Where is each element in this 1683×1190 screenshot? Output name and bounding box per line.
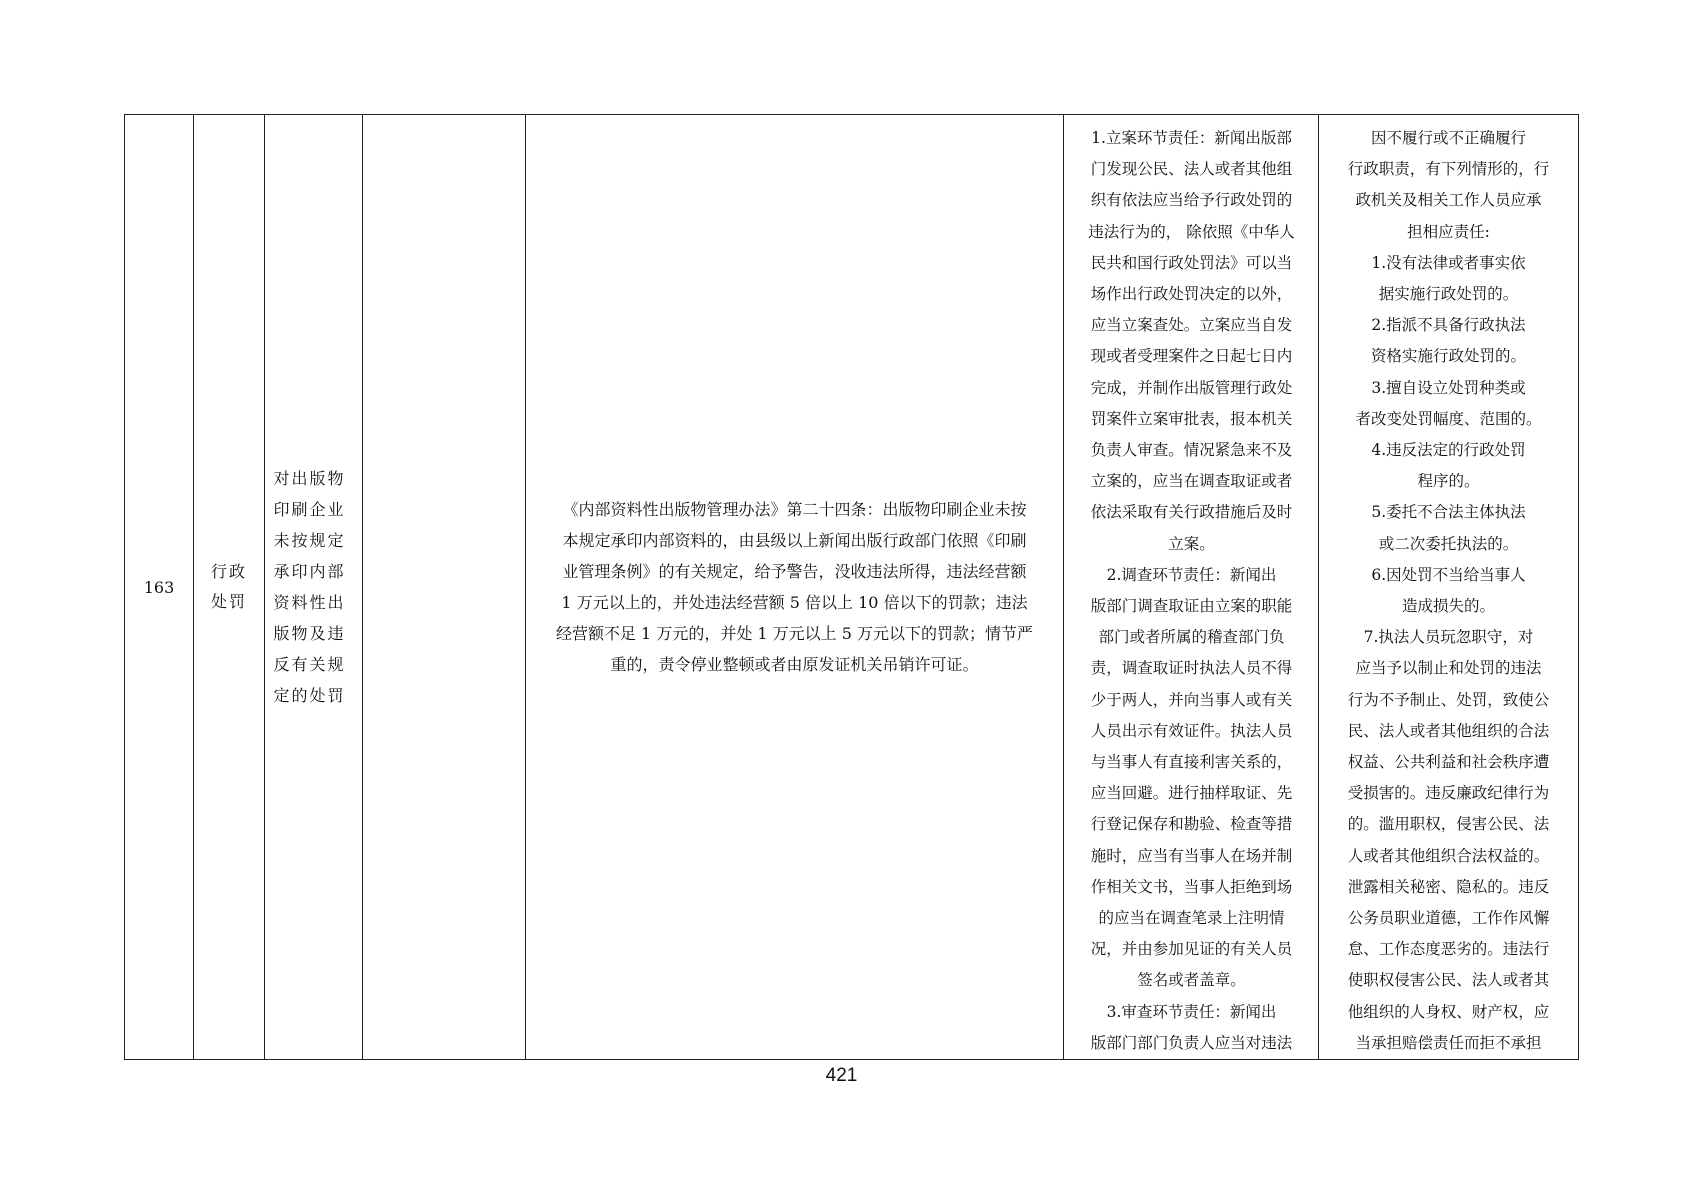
accountability-line: 担相应责任: <box>1407 222 1490 241</box>
page-number: 421 <box>825 1065 858 1086</box>
responsibility-line: 负责人审查。情况紧急来不及 <box>1090 441 1293 460</box>
accountability-line: 造成损失的。 <box>1401 597 1495 616</box>
accountability-text <box>1319 115 1578 1059</box>
category-text: 行政处罚 <box>210 562 247 612</box>
responsibility-line: 违法行为的， 除依照《中华人 <box>1088 222 1295 241</box>
accountability-line: 资格实施行政处罚的。 <box>1370 347 1526 366</box>
responsibility-line: 应当立案查处。立案应当自发 <box>1090 316 1293 335</box>
responsibility-line: 版部门部门负责人应当对违法 <box>1090 1033 1293 1052</box>
legal-basis-line: 经营额不足 1 万元的，并处 1 万元以上 5 万元以下的罚款；情节严 <box>555 624 1034 644</box>
accountability-line: 当承担赔偿责任而拒不承担 <box>1355 1033 1542 1052</box>
legal-basis-line: 本规定承印内部资料的，由县级以上新闻出版行政部门依照《印刷 <box>562 531 1027 551</box>
responsibility-line: 签名或者盖章。 <box>1137 971 1246 990</box>
accountability-line: 政机关及相关工作人员应承 <box>1355 191 1542 210</box>
responsibility-line: 依法采取有关行政措施后及时 <box>1090 503 1293 522</box>
accountability-line: 人或者其他组织合法权益的。 <box>1347 846 1550 865</box>
accountability-line: 据实施行政处罚的。 <box>1378 285 1519 304</box>
legal-basis-line: 业管理条例》的有关规定，给予警告，没收违法所得，违法经营额 <box>562 562 1027 582</box>
responsibility-line: 1.立案环节责任：新闻出版部 <box>1091 129 1292 147</box>
accountability-line: 他组织的人身权、财产权，应 <box>1347 1002 1550 1021</box>
accountability-line: 者改变处罚幅度、范围的。 <box>1355 409 1542 428</box>
item-name-cell <box>265 115 363 1060</box>
legal-basis-text <box>526 494 1063 680</box>
responsibility-line: 织有依法应当给予行政处罚的 <box>1090 191 1293 210</box>
item-name-text: 对出版物印刷企业未按规定承印内部资料性出版物及违反有关规定的处罚 <box>273 469 346 706</box>
responsibility-line: 部门或者所属的稽查部门负 <box>1098 628 1285 647</box>
accountability-line: 因不履行或不正确履行 <box>1370 129 1526 147</box>
accountability-line: 受损害的。违反廉政纪律行为 <box>1347 784 1550 803</box>
responsibility-line: 民共和国行政处罚法》可以当 <box>1090 253 1293 272</box>
responsibility-text <box>1064 115 1318 1059</box>
responsibility-line: 与当事人有直接利害关系的， <box>1090 753 1293 772</box>
responsibility-line: 立案的，应当在调查取证或者 <box>1090 472 1293 491</box>
row-number: 163 <box>143 577 175 597</box>
responsibility-line: 行登记保存和勘验、检查等措 <box>1090 815 1293 834</box>
responsibility-line: 罚案件立案审批表，报本机关 <box>1090 409 1293 428</box>
accountability-line: 怠、工作态度恶劣的。违法行 <box>1347 940 1550 959</box>
legal-basis-cell <box>526 115 1064 1060</box>
responsibility-line: 责，调查取证时执法人员不得 <box>1090 659 1293 678</box>
accountability-line: 1.没有法律或者事实依 <box>1371 253 1526 272</box>
accountability-line: 应当予以制止和处罚的违法 <box>1355 659 1542 678</box>
responsibility-line: 版部门调查取证由立案的职能 <box>1090 597 1293 616</box>
responsibility-line: 立案。 <box>1168 534 1215 553</box>
accountability-line: 泄露相关秘密、隐私的。违反 <box>1347 877 1550 896</box>
row-number-cell <box>125 115 194 1060</box>
responsibility-line: 门发现公民、法人或者其他组 <box>1090 160 1293 179</box>
accountability-line: 7.执法人员玩忽职守，对 <box>1363 628 1534 647</box>
responsibility-line: 应当回避。进行抽样取证、先 <box>1090 784 1293 803</box>
responsibility-line: 现或者受理案件之日起七日内 <box>1090 347 1293 366</box>
accountability-line: 程序的。 <box>1417 472 1480 491</box>
accountability-line: 或二次委托执法的。 <box>1378 534 1519 553</box>
accountability-line: 行政职责，有下列情形的，行 <box>1347 160 1550 179</box>
legal-basis-line: 重的，责令停业整顿或者由原发证机关吊销许可证。 <box>610 655 979 675</box>
power-list-table <box>124 114 1579 1060</box>
responsibility-cell <box>1064 115 1319 1060</box>
accountability-line: 权益、公共利益和社会秩序遭 <box>1347 753 1550 772</box>
category-cell <box>194 115 265 1060</box>
responsibility-line: 场作出行政处罚决定的以外， <box>1090 285 1293 304</box>
responsibility-line: 3.审查环节责任：新闻出 <box>1106 1002 1277 1021</box>
accountability-line: 6.因处罚不当给当事人 <box>1371 565 1526 584</box>
accountability-line: 4.违反法定的行政处罚 <box>1371 441 1526 460</box>
responsibility-line: 人员出示有效证件。执法人员 <box>1090 721 1293 740</box>
table-row <box>125 115 1579 1060</box>
responsibility-line: 完成，并制作出版管理行政处 <box>1090 378 1293 397</box>
responsibility-line: 的应当在调查笔录上注明情 <box>1098 909 1285 928</box>
accountability-line: 民、法人或者其他组织的合法 <box>1347 721 1550 740</box>
legal-basis-line: 1 万元以上的，并处违法经营额 5 倍以上 10 倍以下的罚款；违法 <box>561 593 1028 613</box>
responsibility-line: 况，并由参加见证的有关人员 <box>1090 940 1293 959</box>
accountability-line: 公务员职业道德，工作作风懈 <box>1347 909 1550 928</box>
responsibility-line: 作相关文书，当事人拒绝到场 <box>1090 877 1293 896</box>
sub-item-cell <box>363 115 526 1060</box>
responsibility-line: 2.调查环节责任：新闻出 <box>1106 565 1277 584</box>
legal-basis-line: 《内部资料性出版物管理办法》第二十四条：出版物印刷企业未按 <box>562 500 1027 520</box>
accountability-line: 3.擅自设立处罚种类或 <box>1371 378 1526 397</box>
accountability-line: 的。滥用职权，侵害公民、法 <box>1347 815 1550 834</box>
responsibility-line: 施时，应当有当事人在场并制 <box>1090 846 1293 865</box>
accountability-cell <box>1319 115 1579 1060</box>
responsibility-line: 少于两人，并向当事人或有关 <box>1090 690 1293 709</box>
accountability-line: 行为不予制止、处罚，致使公 <box>1347 690 1550 709</box>
accountability-line: 2.指派不具备行政执法 <box>1371 316 1526 335</box>
accountability-line: 使职权侵害公民、法人或者其 <box>1347 971 1550 990</box>
accountability-line: 5.委托不合法主体执法 <box>1371 503 1526 522</box>
